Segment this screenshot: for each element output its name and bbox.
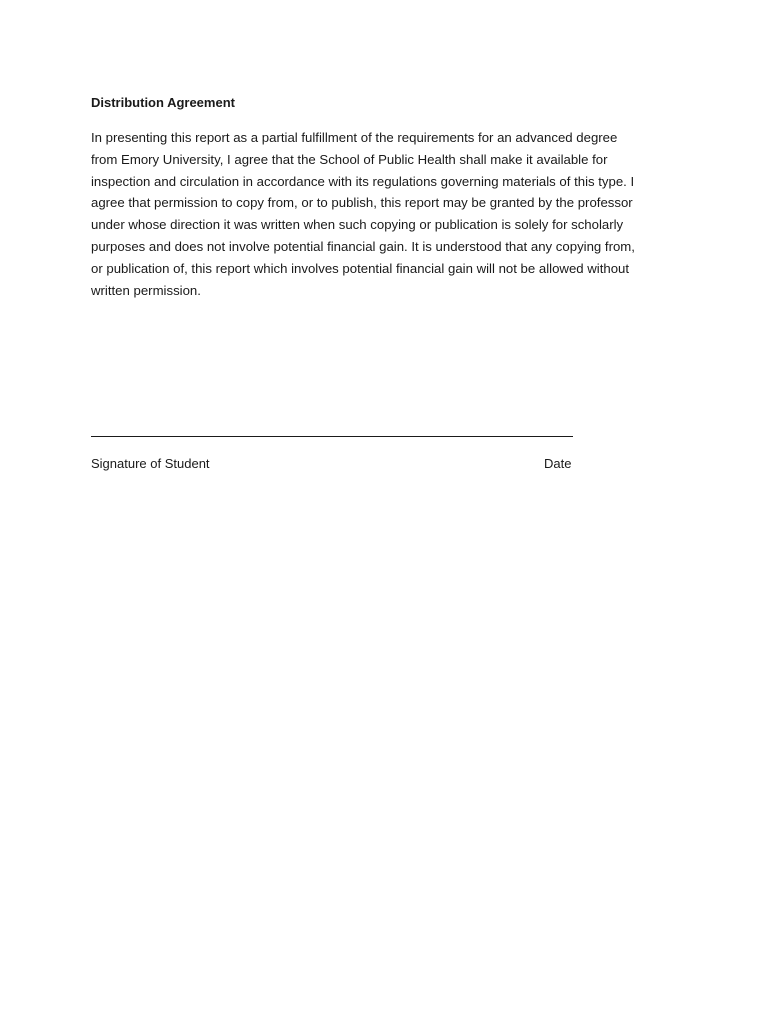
signature-label: Signature of Student bbox=[91, 456, 210, 471]
paragraph-line: under whose direction it was written when such copying or publication is solely for scholarly bbox=[91, 217, 624, 233]
paragraph-line: or publication of, this report which involves potential financial gain will not be allowed without bbox=[91, 260, 630, 276]
paragraph-line: inspection and circulation in accordance with its regulations governing materials of this type. I bbox=[91, 173, 635, 189]
paragraph-line: from Emory University, I agree that the School of Public Health shall make it available for bbox=[91, 151, 608, 167]
paragraph-line: written permission. bbox=[91, 282, 201, 298]
paragraph-line: purposes and does not involve potential financial gain. It is understood that any copying from, bbox=[91, 238, 635, 254]
paragraph-line: In presenting this report as a partial fulfillment of the requirements for an advanced degree bbox=[91, 130, 618, 145]
signature-line[interactable] bbox=[91, 436, 573, 437]
date-label: Date bbox=[544, 456, 572, 471]
agreement-paragraph bbox=[91, 127, 691, 301]
paragraph-line: agree that permission to copy from, or to publish, this report may be granted by the professor bbox=[91, 195, 633, 211]
document-heading: Distribution Agreement bbox=[91, 95, 235, 110]
